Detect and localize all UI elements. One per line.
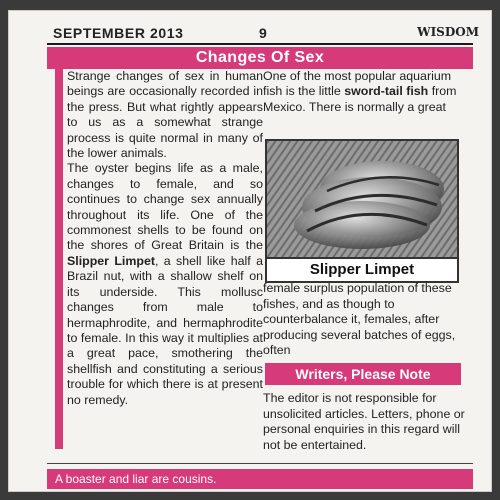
footer-quote: A boaster and liar are cousins. xyxy=(47,469,473,489)
left-column xyxy=(55,69,263,449)
photo-caption: Slipper Limpet xyxy=(267,257,457,281)
header-rule xyxy=(47,43,473,45)
magazine-page xyxy=(8,10,492,492)
slipper-limpet-term: Slipper Limpet xyxy=(67,253,155,268)
writers-note-body: The editor is not responsible for unsolicited articles. Letters, phone or personal enquiries in this regard will not be entertained. xyxy=(263,391,465,452)
article-title: Changes Of Sex xyxy=(47,47,473,69)
footer-divider xyxy=(47,463,473,464)
slipper-limpet-photo xyxy=(265,139,459,283)
right-column-continued: female surplus population of these fishes, and as though to counterbalance it, females, after producing several batches of eggs, often xyxy=(263,281,456,358)
paragraph-swordtail: One of the most popular aquarium fish is the little sword-tail fish from Mexico. There is normally a great xyxy=(263,69,457,114)
writers-note-title: Writers, Please Note xyxy=(265,363,461,385)
sword-tail-term: sword-tail fish xyxy=(344,84,429,99)
paragraph-oyster: The oyster begins life as a male, changes to female, and so continues to change sex annually throughout its life. One of the commonest shells to be found on the shores of Great Britain is the Slipper Limpet, a shell like half a Brazil nut, with a shallow shelf on its underside. This mollusc changes from male to hermaphrodite, and hermaphrodite to female. In this way it multiplies at a great pace, smothering the shellfish and constituting a serious trouble for which there is at present no remedy. xyxy=(67,161,263,407)
issue-date: SEPTEMBER 2013 xyxy=(53,25,184,41)
limpet-illustration xyxy=(267,141,457,257)
paragraph-intro: Strange changes of sex in human beings are occasionally recorded in the press. But what rightly appears to us as a somewhat strange process is quite normal in many of the lower animals. xyxy=(67,69,263,161)
right-column-top xyxy=(263,69,469,115)
publication-brand: WISDOM xyxy=(417,25,479,39)
page-number: 9 xyxy=(259,25,267,41)
